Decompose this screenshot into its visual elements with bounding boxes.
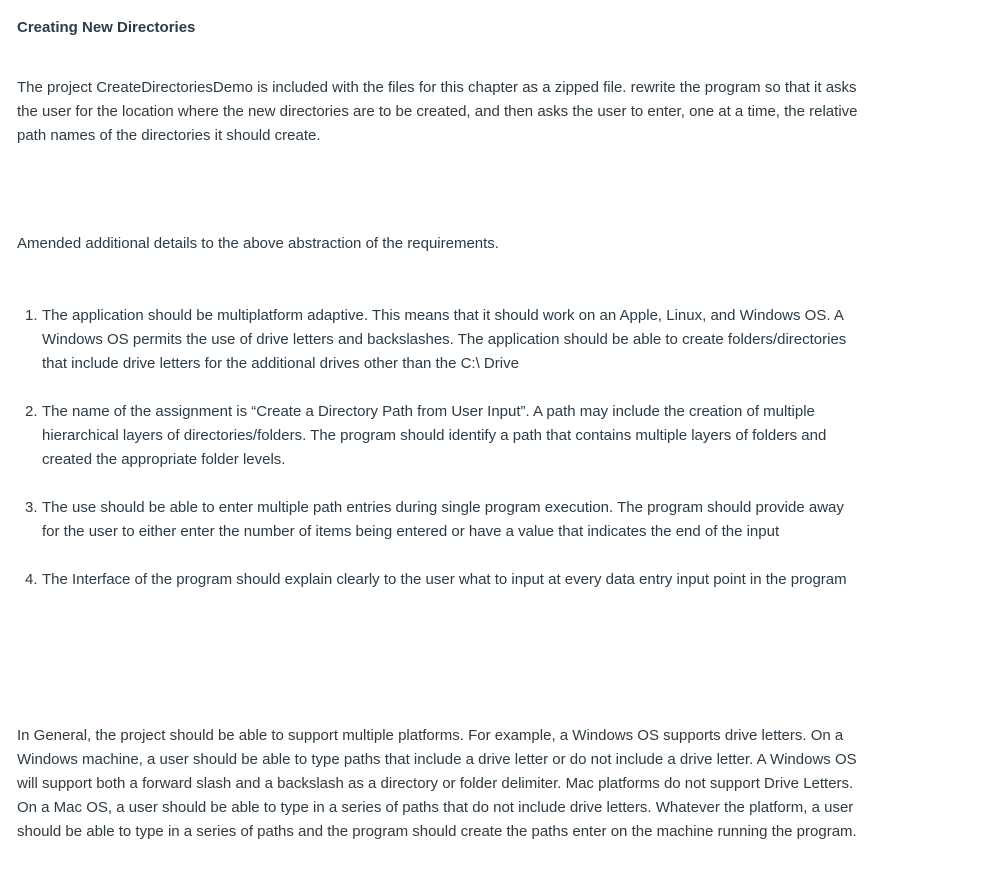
requirement-item-3 [25, 496, 865, 544]
requirement-item-4 [25, 568, 865, 592]
requirement-text: The use should be able to enter multiple path entries during single program execution. The program should provide away for the user to either enter the number of items being entered or have a value that indicates the end of the input [42, 499, 844, 540]
requirement-number: 2. [25, 403, 38, 420]
amended-paragraph: Amended additional details to the above abstraction of the requirements. [17, 235, 499, 252]
requirement-item-1 [25, 304, 865, 376]
page-title: Creating New Directories [17, 19, 196, 36]
requirement-text: The name of the assignment is “Create a Directory Path from User Input”. A path may include the creation of multiple hierarchical layers of directories/folders. The program should identify a path that contains multiple layers of folders and created the appropriate folder levels. [42, 403, 827, 468]
intro-paragraph: The project CreateDirectoriesDemo is included with the files for this chapter as a zipped file. rewrite the program so that it asks the user for the location where the new directories are to be created, and then asks the user to enter, one at a time, the relative path names of the directories it should create. [17, 79, 858, 144]
requirement-item-2 [25, 400, 865, 472]
requirement-number: 1. [25, 307, 38, 324]
requirement-text: The Interface of the program should explain clearly to the user what to input at every data entry input point in the program [42, 571, 847, 588]
general-paragraph: In General, the project should be able to support multiple platforms. For example, a Windows OS supports drive letters. On a Windows machine, a user should be able to type paths that include a drive letter or do not include a drive letter. A Windows OS will support both a forward slash and a backslash as a directory or folder delimiter. Mac platforms do not support Drive Letters. On a Mac OS, a user should be able to type in a series of paths that do not include drive letters. Whatever the platform, a user should be able to type in a series of paths and the program should create the paths enter on the machine running the program. [17, 727, 857, 840]
requirement-number: 3. [25, 499, 38, 516]
requirement-number: 4. [25, 571, 38, 588]
requirement-text: The application should be multiplatform adaptive. This means that it should work on an Apple, Linux, and Windows OS. A Windows OS permits the use of drive letters and backslashes. The application should be able to create folders/directories that include drive letters for the additional drives other than the C:\ Drive [42, 307, 847, 372]
requirements-list [25, 304, 865, 616]
